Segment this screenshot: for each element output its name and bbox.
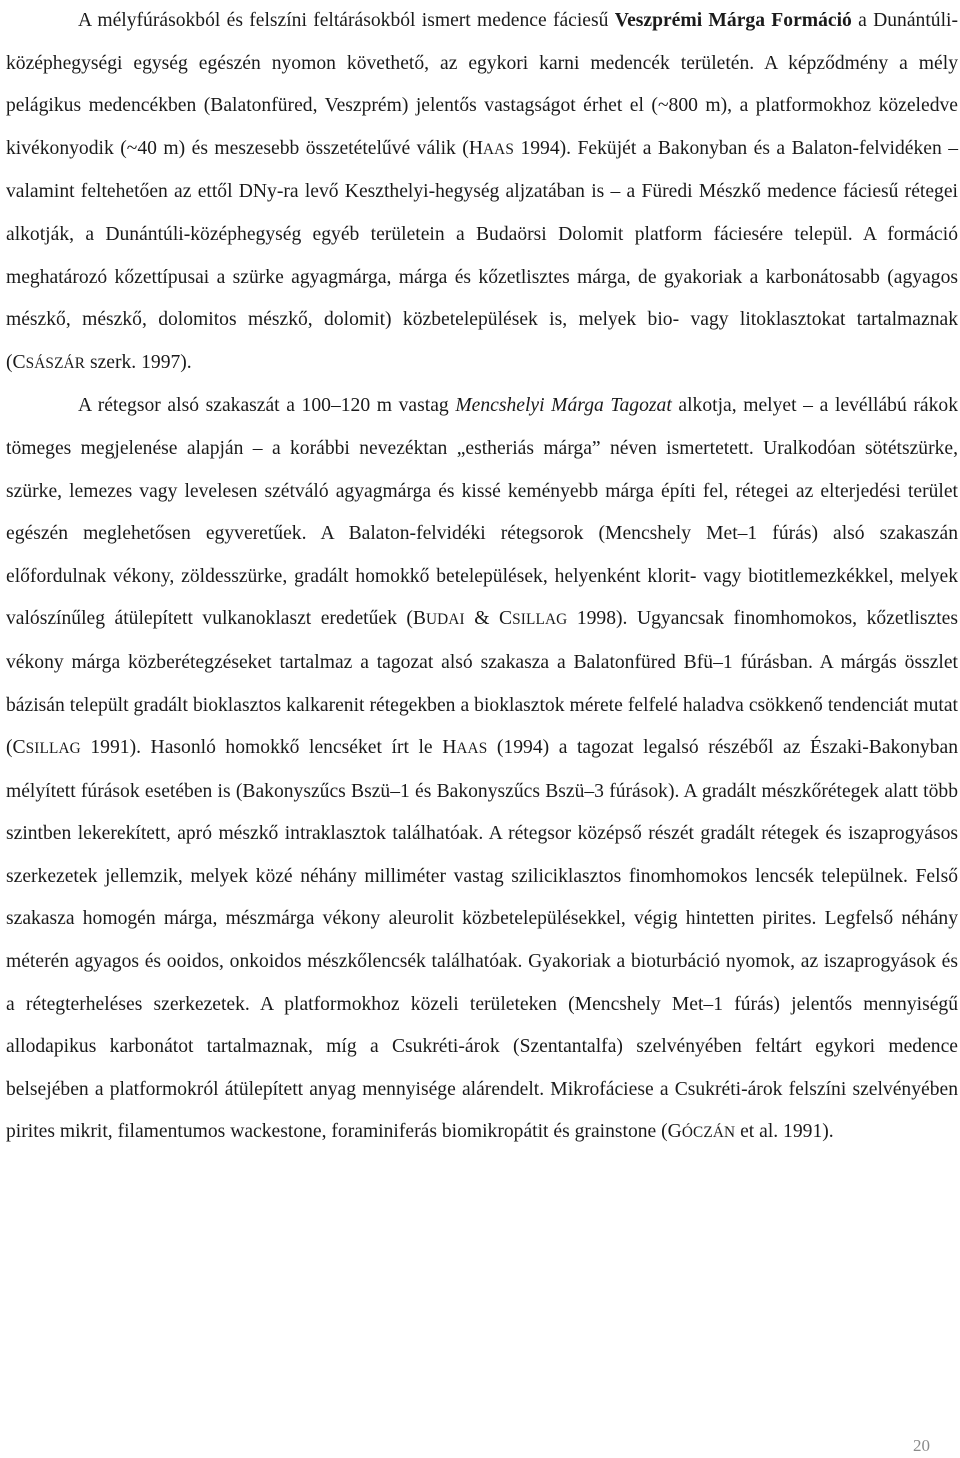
citation-author: HAAS (442, 737, 488, 759)
citation-author: HAAS (468, 137, 514, 159)
text-run: A mélyfúrásokból és felszíni feltárásokból ismert medence fáciesű (78, 10, 615, 31)
paragraph-veszpremi-marga (6, 0, 958, 385)
citation-author: CSILLAG (499, 608, 568, 630)
text-run: szerk. 1997). (85, 351, 192, 373)
text-run: 1998). Ugyancsak finomhomokos, kőzetlisztes vékony márga közberétegzéseket tartalmaz a tagozat alsó szakasza a Balatonfüred Bfü–1 fúrásban. A márgás összlet bázisán települt gradált bioklasztos kalkarenit rétegekben a bioklasztok mérete felfelé haladva csökkenő tendenciát mutat ( (6, 608, 958, 759)
document-page (6, 0, 958, 1155)
text-run: A rétegsor alsó szakaszát a 100–120 m vastag (78, 395, 456, 417)
citation-author: BUDAI (412, 608, 465, 630)
text-run: alkotja, melyet – a levéllábú rákok tömeges megjelenése alapján – a korábbi nevezéktan „estheriás márga” néven ismertetett. Uralkodóan sötétszürke, szürke, lemezes vagy levelesen szétváló agyagmárga és kissé keményebb márga építi fel, rétegei az elterjedési terület egészén meglehetősen egyveretűek. A Balaton-felvidéki rétegsorok (Mencshely Met–1 fúrás) alsó szakaszán előfordulnak vékony, zöldesszürke, gradált homokkő betelepülések, helyenként klorit- vagy biotitlemezkékkel, melyek valószínűleg átülepített vulkanoklaszt eredetűek ( (6, 395, 958, 630)
text-run: & (464, 608, 500, 630)
text-run: 1994). Feküjét a Bakonyban és a Balaton-felvidéken – valamint feltehetően az ettől DNy-ra levő Keszthelyi-hegység aljzatában is – a Füredi Mészkő medence fáciesű rétegei alkotják, a Dunántúli-középhegység egyéb területein a Budaörsi Dolomit platform fáciesére települ. A formáció meghatározó kőzettípusai a szürke agyagmárga, márga és kőzetlisztes márga, de gyakoriak a karbonátosabb (agyagos mészkő, mészkő, dolomitos mészkő, dolomit) közbetelepülések is, melyek bio- vagy litoklasztokat tartalmaznak ( (6, 137, 959, 373)
text-run: (1994) a tagozat legalsó részéből az Északi-Bakonyban mélyített fúrások esetében is (Bakonyszűcs Bszü–1 és Bakonyszűcs Bszü–3 fúrások). A gradált mészkőrétegek alatt több szintben lekerekített, apró mészkő intraklasztok találhatóak. A rétegsor középső részét gradált rétegek és iszaprogyásos szerkezetek jellemzik, melyek közé néhány milliméter vastag sziliciklasztos finomhomokos lencsék települnek. Felső szakasza homogén márga, mészmárga vékony aleurolit közbetelepülésekkel, végig hintetten pirites. Legfelső néhány méterén agyagos és ooidos, onkoidos mészkőlencsék találhatóak. Gyakoriak a bioturbáció nyomok, az iszaprogyások és a rétegterheléses szerkezetek. A platformokhoz közeli területeken (Mencshely Met–1 fúrás) jelentős mennyiségű allodapikus karbonátot tartalmaznak, míg a Csukréti-árok (Szentantalfa) szelvényében feltárt egykori medence belsejében a platformokról átülepített anyag mennyisége alárendelt. Mikrofáciese a Csukréti-árok felszíni szelvényében pirites mikrit, filamentumos wackestone, foraminiferás biomikropátit és grainstone ( (6, 737, 958, 1143)
citation-author: CSÁSZÁR (12, 351, 86, 373)
text-run: 1991). Hasonló homokkő lencséket írt le (80, 737, 443, 759)
text-run: et al. 1991). (735, 1121, 834, 1143)
citation-author: GÓCZÁN (667, 1121, 736, 1143)
paragraph-mencshelyi-marga (6, 385, 958, 1155)
member-name: Mencshelyi Márga Tagozat (455, 395, 672, 417)
citation-author: CSILLAG (12, 737, 81, 759)
text-run: a Dunántúli-középhegységi egység egészén nyomon követhető, az egykori karni medencék területén. A képződmény a mély pelágikus medencékben (Balatonfüred, Veszprém) jelentős vastagságot érhet el (~800 m), a platformokhoz közeledve kivékonyodik (~40 m) és meszesebb összetételűvé válik ( (6, 10, 958, 159)
page-number: 20 (913, 1436, 930, 1455)
formation-name: Veszprémi Márga Formáció (614, 10, 852, 31)
